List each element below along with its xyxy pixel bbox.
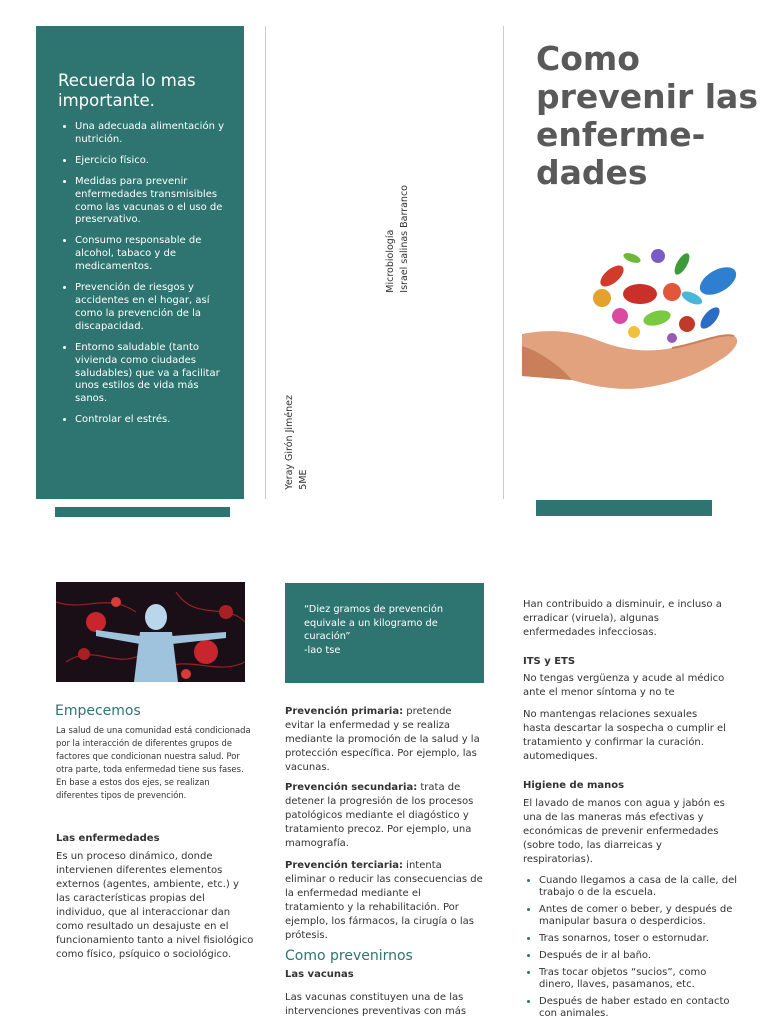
- reminder-panel: [36, 26, 244, 499]
- prevencion-secundaria: [285, 781, 483, 851]
- subheading-vacunas: Las vacunas: [285, 969, 354, 980]
- divider: [503, 26, 504, 499]
- subheading-its-ets: ITS y ETS: [523, 656, 576, 667]
- higiene-paragraph: El lavado de manos con agua y jabón es una de las maneras más efectivas y económicas de prevenir enfermedades (sobre todo, las diarreicas y respiratorias).: [523, 798, 725, 865]
- list-item: • Antes de comer o beber, y después de manipular basura o desperdicios.: [539, 904, 744, 928]
- list-item: • Tras tocar objetos “sucios”, como dinero, llaves, pasamanos, etc.: [539, 967, 744, 991]
- list-item: • Entorno saludable (tanto vivienda como ciudades saludables) que va a facilitar unos estilos de vida más sanos.: [75, 342, 230, 407]
- prevencion-secundaria-label: Prevención secundaria:: [285, 782, 418, 793]
- list-item: • Consumo responsable de alcohol, tabaco y de medicamentos.: [75, 235, 230, 274]
- section-title-como-prevenirnos: Como prevenirnos: [285, 948, 413, 964]
- author-group: 5ME: [298, 469, 309, 490]
- list-item: • Tras sonarnos, toser o estornudar.: [539, 933, 744, 945]
- list-item: • Ejercicio físico.: [75, 155, 230, 168]
- list-item: • Una adecuada alimentación y nutrición.: [75, 121, 230, 147]
- list-item: • Medidas para prevenir enfermedades transmisibles como las vacunas o el uso de preservativo.: [75, 176, 230, 228]
- author-name: Yeray Girón Jiménez: [284, 395, 295, 490]
- subject-name: Microbiología: [385, 229, 396, 293]
- prevencion-primaria: [285, 705, 483, 775]
- quote-box: [285, 583, 484, 683]
- quote-author: -lao tse: [304, 644, 341, 656]
- immune-system-image: [56, 582, 245, 682]
- list-item: • Después de haber estado en contacto con animales.: [539, 996, 744, 1020]
- subheading-higiene: Higiene de manos: [523, 780, 625, 791]
- teacher-name: Israel salinas Barranco: [399, 185, 410, 293]
- vacunas-continuation: Han contribuido a disminuir, e incluso a erradicar (viruela), algunas enfermedades infecciosas.: [523, 599, 722, 638]
- prevencion-terciaria-label: Prevención terciaria:: [285, 860, 403, 871]
- hygiene-list: [523, 875, 744, 1025]
- prevencion-primaria-text: pretende evitar la enfermedad y se realiza mediante la promoción de la salud y la protección específica. Por ejemplo, las vacunas.: [285, 706, 480, 773]
- author-block: [283, 395, 311, 490]
- list-item: • Prevención de riesgos y accidentes en el hogar, así como la prevención de la discapacidad.: [75, 282, 230, 334]
- its-paragraph: No tengas vergüenza y acude al médico ante el menor síntoma y no te: [523, 673, 725, 698]
- reminder-list: [58, 121, 230, 427]
- list-item: • Cuando llegamos a casa de la calle, del trabajo o de la escuela.: [539, 875, 744, 899]
- list-item: • Después de ir al baño.: [539, 950, 744, 962]
- accent-bar: [536, 500, 712, 516]
- subheading-enfermedades: Las enfermedades: [56, 833, 160, 844]
- prevencion-primaria-label: Prevención primaria:: [285, 706, 404, 717]
- prevencion-terciaria: [285, 859, 483, 943]
- enfermedades-paragraph: Es un proceso dinámico, donde intervienen diferentes elementos externos (agentes, ambiente, etc.) y las características propias del individuo, que al interaccionar dan como resultado un desajuste en el funcionamiento tanto a nivel fisiológico como físico, psíquico o sociológico.: [56, 851, 254, 960]
- divider: [265, 26, 266, 499]
- prevencion-terciaria-text: intenta eliminar o reducir las consecuencias de la enfermedad mediante el tratamiento y la rehabilitación. Por ejemplo, los fármacos, la cirugía o las prótesis.: [285, 860, 483, 941]
- section-title-empecemos: Empecemos: [55, 703, 141, 719]
- vacunas-paragraph: Las vacunas constituyen una de las intervenciones preventivas con más: [285, 992, 467, 1017]
- quote-text: “Diez gramos de prevención equivale a un kilogramo de curación”: [304, 604, 444, 642]
- hand-with-microbes-image: [522, 236, 744, 404]
- intro-paragraph: La salud de una comunidad está condicionada por la interacción de diferentes grupos de factores que condicionan nuestra salud. Por otra parte, toda enfermedad tiene sus fases. En base a estos dos ejes, se realizan diferentes tipos de prevención.: [56, 725, 251, 801]
- reminder-heading: Recuerda lo mas importante.: [58, 71, 196, 110]
- prevencion-secundaria-text: trata de detener la progresión de los procesos patológicos mediante el diagóstico y tratamiento precoz. Por ejemplo, una mamografía.: [285, 782, 474, 849]
- course-block: [384, 185, 412, 293]
- cover-title: Como prevenir las enferme-dades: [536, 39, 758, 192]
- accent-bar: [55, 507, 230, 517]
- list-item: • Controlar el estrés.: [75, 414, 230, 427]
- relaciones-paragraph: No mantengas relaciones sexuales hasta descartar la sospecha o cumplir el tratamiento y confirmar la curación. automediques.: [523, 709, 726, 762]
